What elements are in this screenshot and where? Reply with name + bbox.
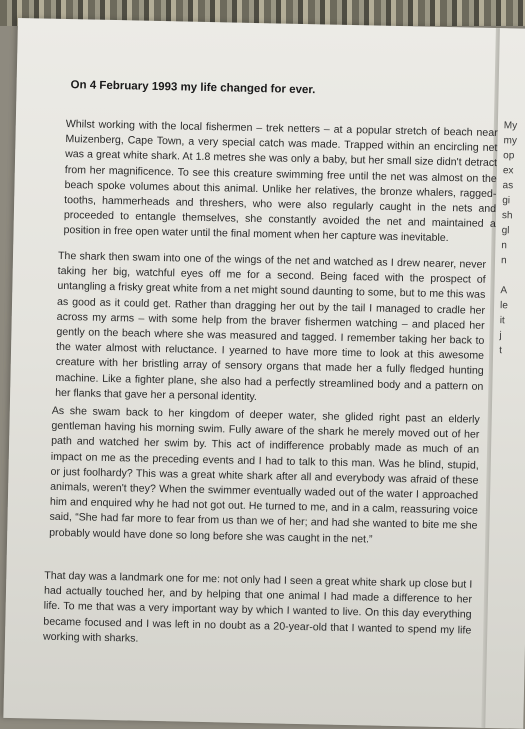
facing-page-text-fragments: My my op ex as gi sh gl n n A le it j t: [499, 120, 518, 357]
chapter-heading: On 4 February 1993 my life changed for ever.: [70, 79, 316, 97]
paragraph-3: As she swam back to her kingdom of deeper water, she glided right past an elderly gentleman having his morning swim. Fully aware of the shark he merely moved out of her path and watched her swim by. This act of indifference probably made as much of an impact on me as the preceding events and I had to talk to this man. Was he blind, stupid, or just foolhardy? This was a great white shark after all and everybody was afraid of these animals, weren't they? When the swimmer eventually waded out of the water I approached him and enquired why he had not got out. He turned to me, and in a calm, reassuring voice said, “She had far more to fear from us than we of her; and had she wanted to bite me she probably would have done so long before she was caught in the net.”: [49, 404, 480, 546]
paragraph-1: Whilst working with the local fishermen – trek netters – at a popular stretch of beach near Muizenberg, Cape Town, a very special catch was made. Trapped within an encircling net was a great white shark. At 1.8 metres she was only a baby, but her small size didn't detract from her magnificence. To see this creature swimming free until the net was almost on the beach spoke volumes about this animal. Unlike her relatives, the bronze whalers, ragged-tooths, hammerheads and threshers, who were also regularly caught in the nets and proceeded to entangle themselves, she constantly avoided the net and maintained a position in free open water until the final moment when her capture was inevitable.: [63, 118, 498, 245]
paragraph-2: The shark then swam into one of the wings of the net and watched as I drew nearer, never taking her big, watchful eyes off me for a second. Being faced with the prospect of untangling a frisky great white from a net might sound daunting to some, but to me this was as good as it could get. Rather than dragging her out by the tail I managed to cradle her across my arms – with some help from the braver fishermen watching – and placed her gently on the beach where she was measured and tagged. I remember taking her back to the water almost with reluctance. I yearned to have more time to look at this awesome creature with her bristling array of sensory organs that made her a fully fledged hunting machine. Like a fighter plane, she also had a perfectly streamlined body and a pattern on her flanks that gave her a personal identity.: [55, 249, 487, 403]
paragraph-4: That day was a landmark one for me: not only had I seen a great white shark up close but I had actually touched her, and by helping that one animal I had made a difference to her life. To me that was a very important way by which I wanted to live. On this day everything became focused and I was left in no doubt as a 20-year-old that I wanted to spend my life working with sharks.: [42, 569, 473, 645]
book-page: [3, 18, 525, 729]
